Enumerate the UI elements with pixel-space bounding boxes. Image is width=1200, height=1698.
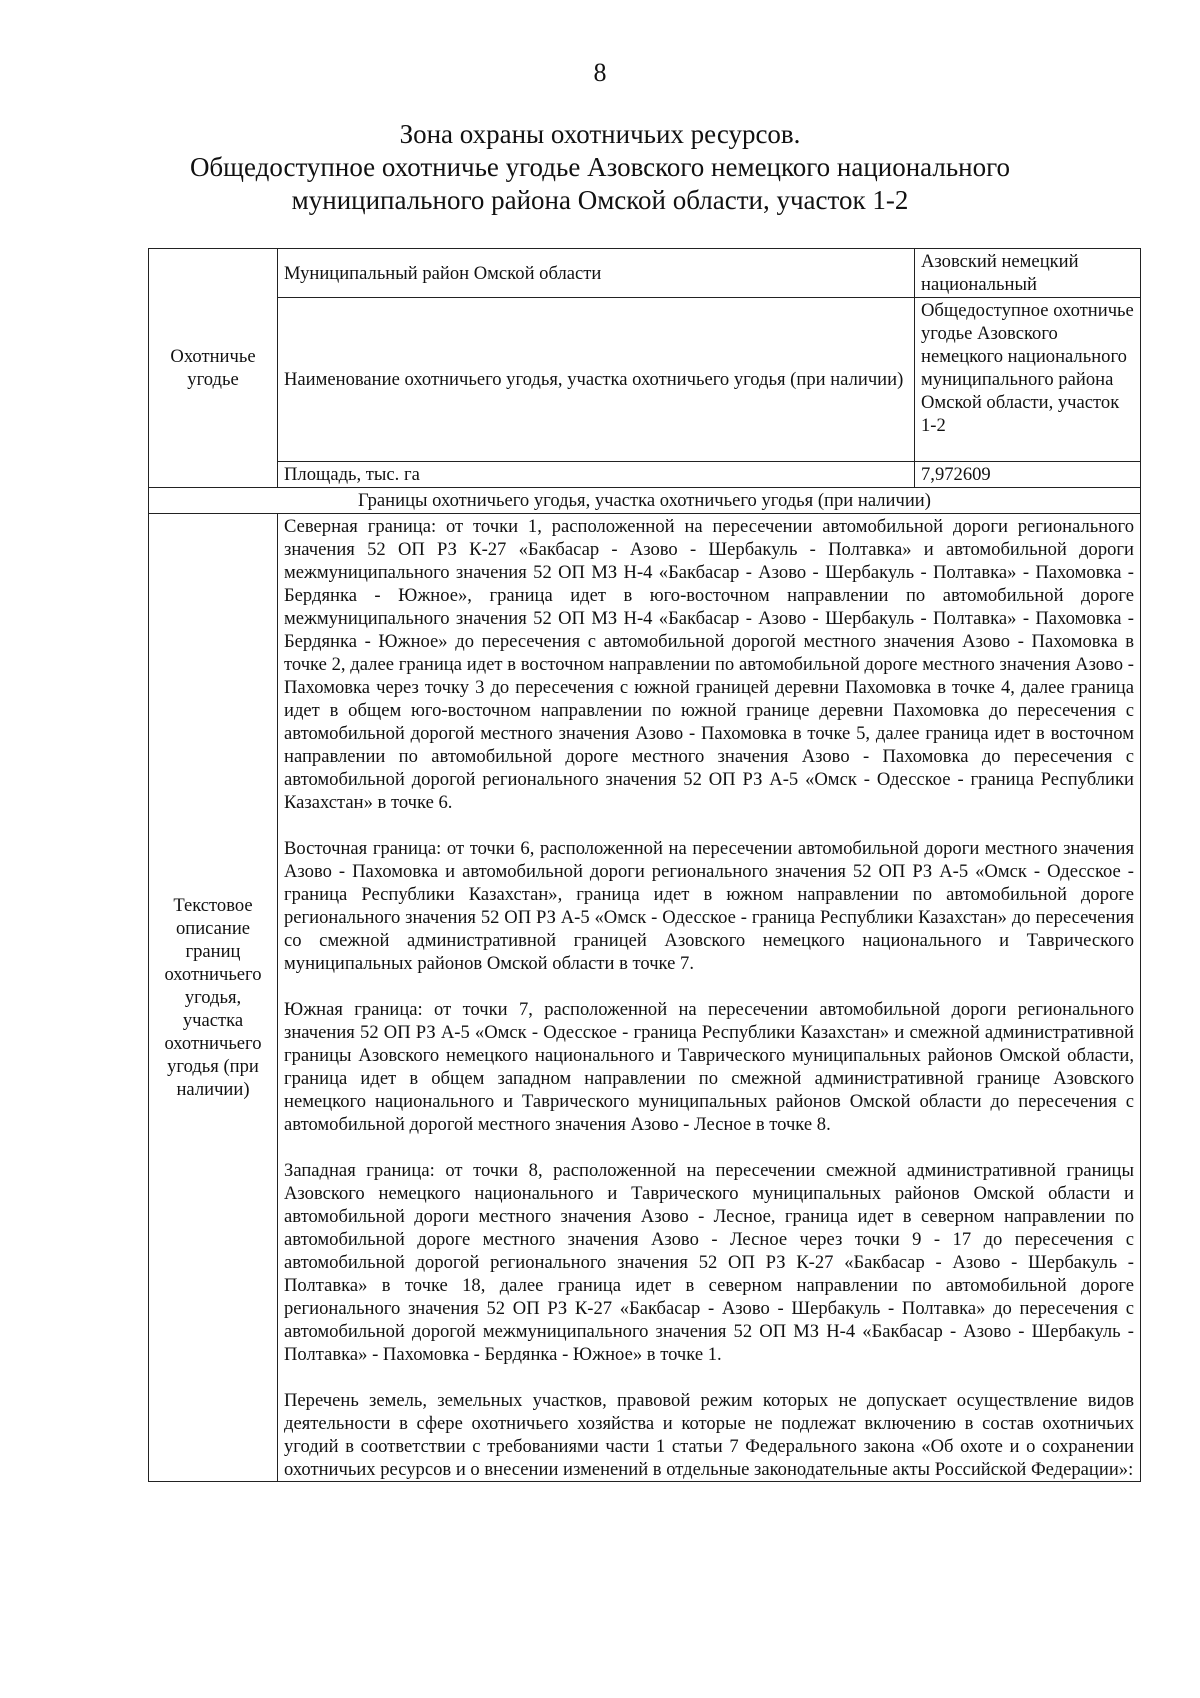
title-line-1: Зона охраны охотничьих ресурсов.	[399, 119, 801, 149]
row-label-municipal-district: Муниципальный район Омской области	[278, 249, 915, 298]
south-boundary-paragraph: Южная граница: от точки 7, расположенной на пересечении автомобильной дороги регионального значения 52 ОП РЗ А-5 «Омск - Одесское - граница Республики Казахстан» и смежной административной границы Азовского немецкого национального и Таврического муниципальных районов Омской области, граница идет в общем западном направлении по смежной административной границе Азовского немецкого национального и Таврического муниципальных районов Омской области до пересечения с автомобильной дорогой местного значения Азово - Лесное в точке 8.	[284, 999, 1134, 1135]
hunting-ground-table	[148, 248, 1141, 1482]
document-title	[150, 118, 1050, 217]
table-row	[149, 514, 1141, 1482]
title-line-2: Общедоступное охотничье угодье Азовского немецкого национального	[189, 152, 1011, 182]
row-value-ground-name: Общедоступное охотничье угодье Азовского немецкого национального муниципального района Омской области, участок 1-2	[915, 298, 1141, 462]
title-line-3: муниципального района Омской области, участок 1-2	[291, 185, 909, 215]
boundary-description	[278, 514, 1141, 1482]
excluded-lands-paragraph: Перечень земель, земельных участков, правовой режим которых не допускает осуществление видов деятельности в сфере охотничьего хозяйства и которые не подлежат включению в состав охотничьих угодий в соответствии с требованиями части 1 статьи 7 Федерального закона «Об охоте и о сохранении охотничьих ресурсов и о внесении изменений в отдельные законодательные акты Российской Федерации»:	[284, 1390, 1134, 1480]
boundaries-header: Границы охотничьего угодья, участка охотничьего угодья (при наличии)	[149, 488, 1141, 514]
row-value-municipal-district: Азовский немецкий национальный	[915, 249, 1141, 298]
table-row	[149, 488, 1141, 514]
hunting-ground-group-label: Охотничье угодье	[149, 249, 278, 488]
row-value-area: 7,972609	[915, 462, 1141, 488]
row-label-ground-name: Наименование охотничьего угодья, участка охотничьего угодья (при наличии)	[278, 298, 915, 462]
table-row	[149, 462, 1141, 488]
table-row	[149, 298, 1141, 462]
row-label-area: Площадь, тыс. га	[278, 462, 915, 488]
page-number: 8	[593, 58, 607, 87]
north-boundary-paragraph: Северная граница: от точки 1, расположенной на пересечении автомобильной дороги регионального значения 52 ОП РЗ К-27 «Бакбасар - Азово - Шербакуль - Полтавка» и автомобильной дороги межмуниципального значения 52 ОП МЗ Н-4 «Бакбасар - Азово - Шербакуль - Полтавка» - Пахомовка - Бердянка - Южное», граница идет в юго-восточном направлении по автомобильной дороге межмуниципального значения 52 ОП МЗ Н-4 «Бакбасар - Азово - Шербакуль - Полтавка» - Пахомовка - Бердянка - Южное» до пересечения с автомобильной дорогой местного значения Азово - Пахомовка в точке 2, далее граница идет в восточном направлении по автомобильной дороге местного значения Азово - Пахомовка через точку 3 до пересечения с южной границей деревни Пахомовка в точке 4, далее граница идет в общем юго-восточном направлении по южной границе деревни Пахомовка до пересечения с автомобильной дорогой местного значения Азово - Пахомовка в точке 5, далее граница идет в восточном направлении по автомобильной дороге местного значения Азово - Пахомовка до пересечения с автомобильной дорогой регионального значения 52 ОП РЗ А-5 «Омск - Одесское - граница Республики Казахстан» в точке 6.	[284, 516, 1134, 813]
west-boundary-paragraph: Западная граница: от точки 8, расположенной на пересечении смежной административной границы Азовского немецкого национального и Таврического муниципальных районов Омской области и автомобильной дороги местного значения Азово - Лесное, граница идет в северном направлении по автомобильной дороге местного значения Азово - Лесное через точки 9 - 17 до пересечения с автомобильной дорогой регионального значения 52 ОП РЗ К-27 «Бакбасар - Азово - Шербакуль - Полтавка» в точке 18, далее граница идет в северном направлении по автомобильной дороге регионального значения 52 ОП РЗ К-27 «Бакбасар - Азово - Шербакуль - Полтавка» до пересечения с автомобильной дорогой межмуниципального значения 52 ОП МЗ Н-4 «Бакбасар - Азово - Шербакуль - Полтавка» - Пахомовка - Бердянка - Южное» в точке 1.	[284, 1160, 1134, 1365]
east-boundary-paragraph: Восточная граница: от точки 6, расположенной на пересечении автомобильной дороги местного значения Азово - Пахомовка и автомобильной дороги регионального значения 52 ОП РЗ А-5 «Омск - Одесское - граница Республики Казахстан», граница идет в южном направлении по автомобильной дороге регионального значения 52 ОП РЗ А-5 «Омск - Одесское - граница Республики Казахстан» до пересечения со смежной административной границей Азовского немецкого национального и Таврического муниципальных районов Омской области в точке 7.	[284, 838, 1134, 974]
table-row	[149, 249, 1141, 298]
description-label: Текстовое описание границ охотничьего угодья, участка охотничьего угодья (при наличии)	[149, 514, 278, 1482]
